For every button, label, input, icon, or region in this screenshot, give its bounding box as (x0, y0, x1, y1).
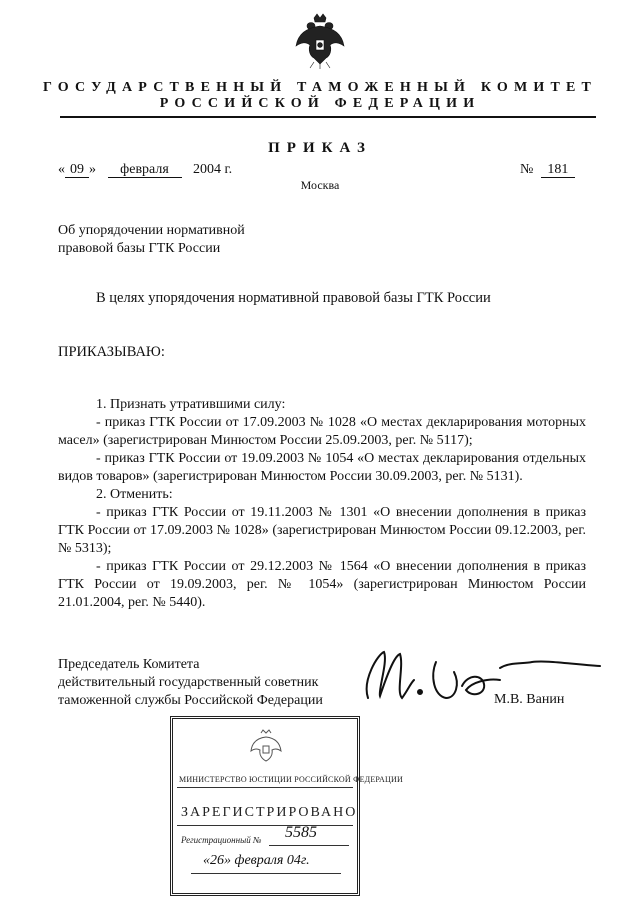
stamp-emblem-icon (249, 729, 283, 763)
handwritten-signature (350, 640, 610, 710)
item-1-point-a: - приказ ГТК России от 17.09.2003 № 1028 «О местах декларирования моторных масел» (зарегистрирован Минюстом России 25.09.2003, рег. № 5117); (58, 415, 586, 448)
date-month: февраля (108, 163, 182, 178)
order-body (58, 396, 586, 612)
item-2-point-a: - приказ ГТК России от 19.11.2003 № 1301 «О внесении дополнения в приказ ГТК России от 17.09.2003 № 1028» (зарегистрирован Минюстом России 09.12.2003, рег. № 5313); (58, 505, 586, 556)
subject-line1: Об упорядочении нормативной (58, 223, 245, 238)
org-name-line2: РОССИЙСКОЙ ФЕДЕРАЦИИ (159, 96, 481, 111)
signatory-name: М.В. Ванин (494, 692, 565, 707)
item-1-point-b: - приказ ГТК России от 19.09.2003 № 1054 «О местах декларирования отдельных видов товаров» (зарегистрирован Минюстом России 30.09.2003, рег. № 5131). (58, 451, 586, 484)
registration-stamp (170, 716, 403, 896)
stamp-divider-1 (177, 787, 353, 788)
date-day: 09 (65, 163, 89, 178)
stamp-reg-number: 5585 (285, 824, 317, 841)
stamp-divider-2 (177, 825, 353, 826)
stamp-date-underline (191, 873, 341, 874)
document-number (520, 162, 575, 178)
signatory-block (58, 656, 323, 710)
stamp-status: ЗАРЕГИСТРИРОВАНО (181, 805, 358, 820)
signatory-line1: Председатель Комитета (58, 657, 200, 672)
stamp-reg-date: «26» февраля 04г. (203, 853, 310, 868)
subject-line2: правовой базы ГТК России (58, 241, 221, 256)
item-2-heading: 2. Отменить: (96, 487, 173, 502)
date-year: 2004 г. (193, 162, 233, 177)
date-quote-close: » (89, 162, 96, 177)
document-city: Москва (300, 178, 340, 192)
number-value: 181 (541, 163, 575, 178)
org-name-line1: ГОСУДАРСТВЕННЫЙ ТАМОЖЕННЫЙ КОМИТЕТ (42, 80, 598, 95)
stamp-ministry: МИНИСТЕРСТВО ЮСТИЦИИ РОССИЙСКОЙ ФЕДЕРАЦИИ (179, 775, 403, 784)
preamble: В целях упорядочения нормативной правовой базы ГТК России (96, 290, 491, 306)
item-1-heading: 1. Признать утратившими силу: (96, 397, 286, 412)
header-divider (60, 116, 596, 118)
number-label: № (520, 162, 534, 177)
document-date (58, 162, 232, 178)
document-subject (58, 222, 245, 258)
item-2-point-b: - приказ ГТК России от 29.12.2003 № 1564 «О внесении дополнения в приказ ГТК России от 19.09.2003, рег. № 1054» (зарегистрирован Минюстом России 21.01.2004, рег. № 5440). (58, 559, 586, 610)
double-headed-eagle-emblem (294, 12, 346, 70)
stamp-reg-label: Регистрационный № (181, 835, 262, 845)
order-word: ПРИКАЗЫВАЮ: (58, 344, 165, 360)
stamp-number-underline (269, 845, 349, 846)
signatory-line2: действительный государственный советник (58, 675, 319, 690)
signatory-line3: таможенной службы Российской Федерации (58, 693, 323, 708)
date-quote-open: « (58, 162, 65, 177)
document-title: ПРИКАЗ (268, 140, 372, 156)
